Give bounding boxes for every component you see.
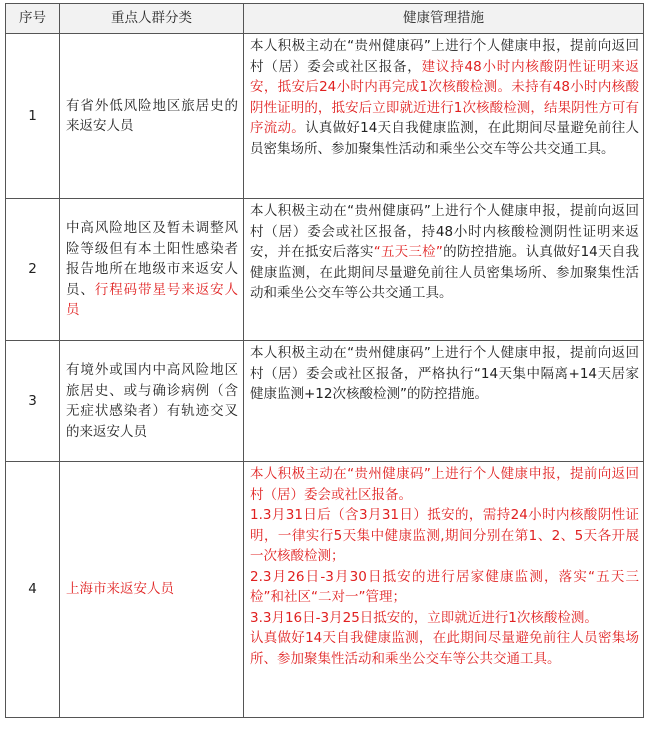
group-text: 中高风险地区及暂未调整风险等级但有本土阳性感染者报告地所在地级市来返安人员、 xyxy=(66,220,238,298)
measure-text: 的防控措施。认真做好14天自我健康监测，在此期间尽量避免前往人员密集场所、参加聚集性活动和乘坐公交车等公共交通工具。 xyxy=(250,244,640,301)
table-row xyxy=(6,341,644,462)
row-number: 3 xyxy=(6,341,60,462)
header-row xyxy=(6,4,644,34)
measure-text-emphasis: “五天三检” xyxy=(373,244,443,260)
group-cell xyxy=(60,34,244,199)
table-row xyxy=(6,462,644,718)
header-no: 序号 xyxy=(6,4,60,34)
group-text-emphasis: 上海市来返安人员 xyxy=(66,581,174,598)
row-number: 2 xyxy=(6,199,60,341)
measure-text: 认真做好14天自我健康监测，在此期间尽量避免前往人员密集场所、参加聚集性活动和乘坐公交车等公共交通工具。 xyxy=(250,120,640,157)
header-measures: 健康管理措施 xyxy=(244,4,644,34)
measures-cell xyxy=(244,199,644,341)
measure-line: 认真做好14天自我健康监测，在此期间尽量避免前往人员密集场所、参加聚集性活动和乘坐公交车等公共交通工具。 xyxy=(250,630,639,667)
row-number: 1 xyxy=(6,34,60,199)
header-group: 重点人群分类 xyxy=(60,4,244,34)
health-management-table xyxy=(5,3,644,718)
group-text: 有境外或国内中高风险地区旅居史、或与确诊病例（含无症状感染者）有轨迹交叉的来返安人员 xyxy=(66,362,238,440)
measures-cell xyxy=(244,462,644,718)
table-row xyxy=(6,199,644,341)
group-text: 有省外低风险地区旅居史的来返安人员 xyxy=(66,97,238,134)
measure-text-emphasis: 建议持48小时内核酸阴性证明来返安，抵安后24小时内再完成1次核酸检测。未持有48小时内核酸阴性证明的，抵安后立即就近进行1次核酸检测，结果阴性方可有序流动。 xyxy=(250,58,639,136)
row-number: 4 xyxy=(6,462,60,718)
measure-text: 本人积极主动在“贵州健康码”上进行个人健康申报，提前向返回村（居）委会或社区报备，严格执行“14天集中隔离+14天居家健康监测+12次核酸检测”的防控措施。 xyxy=(250,345,639,402)
group-cell xyxy=(60,199,244,341)
group-cell xyxy=(60,341,244,462)
measure-text: 本人积极主动在“贵州健康码”上进行个人健康申报，提前向返回村（居）委会或社区报备，持48小时内核酸检测阴性证明来返安，并在抵安后落实 xyxy=(250,203,639,260)
measure-line: 本人积极主动在“贵州健康码”上进行个人健康申报，提前向返回村（居）委会或社区报备。 xyxy=(250,466,639,503)
measure-text: 本人积极主动在“贵州健康码”上进行个人健康申报，提前向返回村（居）委会或社区报备， xyxy=(250,38,639,75)
table-row xyxy=(6,34,644,199)
measure-line: 1.3月31日后（含3月31日）抵安的，需持24小时内核酸阴性证明，一律实行5天集中健康监测,期间分别在第1、2、5天各开展一次核酸检测； xyxy=(250,507,639,564)
measure-line: 2.3月26日-3月30日抵安的进行居家健康监测，落实“五天三检”和社区“二对一”管理； xyxy=(250,568,639,605)
measures-cell xyxy=(244,341,644,462)
group-text-emphasis: 行程码带星号来返安人员 xyxy=(66,281,239,319)
measure-line: 3.3月16日-3月25日抵安的，立即就近进行1次核酸检测。 xyxy=(250,609,598,626)
group-cell xyxy=(60,462,244,718)
measures-cell xyxy=(244,34,644,199)
